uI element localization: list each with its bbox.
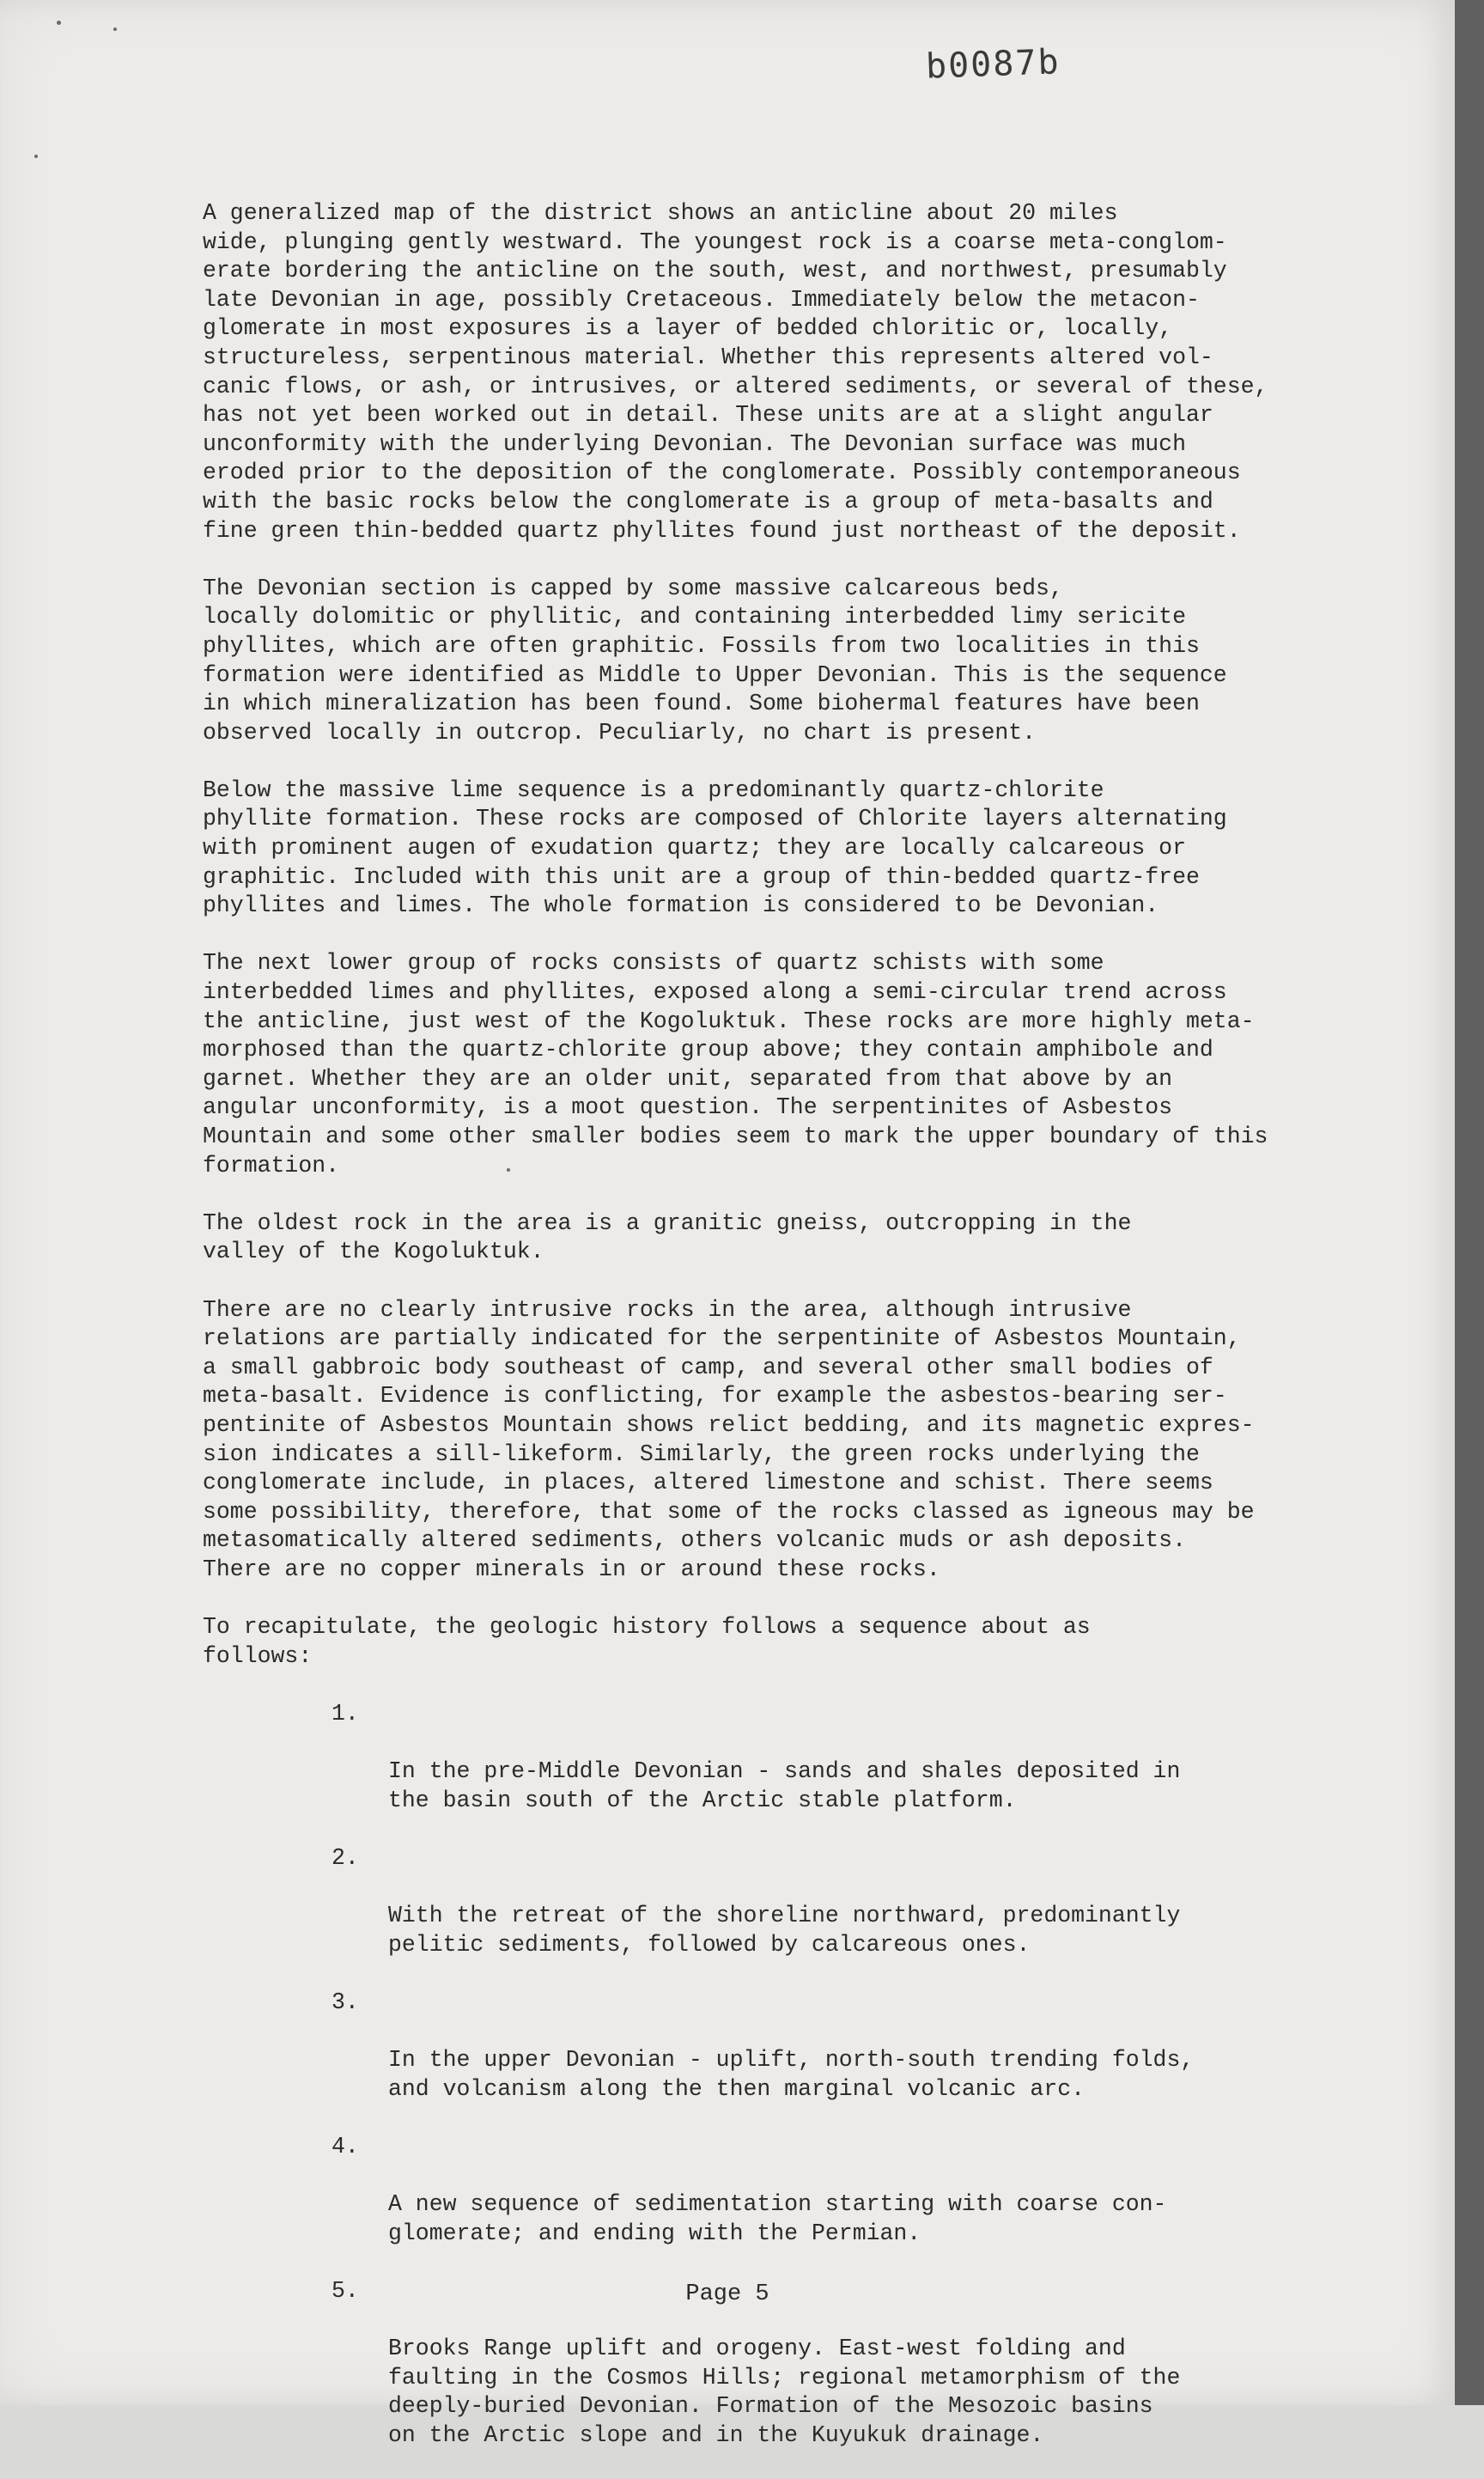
paragraph-granitic-gneiss: The oldest rock in the area is a granitic gneiss, outcropping in the valley of the Kogoluktuk. <box>203 1209 1132 1265</box>
list-item-number: 4. <box>331 2133 359 2159</box>
list-item <box>203 1700 1329 1815</box>
list-item-text: In the upper Devonian - uplift, north-south trending folds, and volcanism along the then marginal volcanic arc. <box>388 2047 1195 2102</box>
scanner-edge <box>1455 0 1484 2405</box>
paragraph-intrusive-rocks: There are no clearly intrusive rocks in the area, although intrusive relations are partially indicated for the serpentinite of Asbestos Mountain, a small gabbroic body southeast of camp, and several other small bodies of meta-basalt. Evidence is conflicting, for example the asbestos-bearing ser- pentinite of Asbestos Mountain shows relict bedding, and its magnetic expres- sion indicates a sill-likeform. Similarly, the green rocks underlying the conglomerate include, in places, altered limestone and schist. There seems some possibility, therefore, that some of the rocks classed as igneous may be metasomatically altered sediments, others volcanic muds or ash deposits. There are no copper minerals in or around these rocks. <box>203 1296 1255 1582</box>
paper-speck <box>57 21 61 25</box>
document-number-stamp: b0087b <box>925 42 1061 87</box>
paragraph-recapitulate: To recapitulate, the geologic history follows a sequence about as follows: <box>203 1614 1091 1669</box>
list-item <box>203 2133 1329 2248</box>
list-item-text: A new sequence of sedimentation starting with coarse con- glomerate; and ending with the Permian. <box>388 2190 1167 2246</box>
document-body <box>203 199 1329 2479</box>
list-item-number: 1. <box>331 1700 359 1727</box>
geologic-history-list <box>203 1700 1329 2450</box>
list-item <box>203 1989 1329 2104</box>
paragraph-anticline: A generalized map of the district shows an anticline about 20 miles wide, plunging gently westward. The youngest rock is a coarse meta-conglom- erate bordering the anticline on the south, west, and northwest, presumably late Devonian in age, possibly Cretaceous. Immediately below the metacon- glomerate in most exposures is a layer of bedded chloritic or, locally, structureless, serpentinous material. Whether this represents altered vol- canic flows, or ash, or intrusives, or altered sediments, or several of these, has not yet been worked out in detail. These units are at a slight angular unconformity with the underlying Devonian. The Devonian surface was much eroded prior to the deposition of the conglomerate. Possibly contemporaneous with the basic rocks below the conglomerate is a group of meta-basalts and fine green thin-bedded quartz phyllites found just northeast of the deposit. <box>203 200 1268 544</box>
paragraph-quartz-chlorite: Below the massive lime sequence is a predominantly quartz-chlorite phyllite formation. These rocks are composed of Chlorite layers alternating with prominent augen of exudation quartz; they are locally calcareous or graphitic. Included with this unit are a group of thin-bedded quartz-free phyllites and limes. The whole formation is considered to be Devonian. <box>203 777 1227 919</box>
page-number: Page 5 <box>685 2281 769 2307</box>
paragraph-quartz-schists: The next lower group of rocks consists of quartz schists with some interbedded limes and phyllites, exposed along a semi-circular trend across the anticline, just west of the Kogoluktuk. These rocks are more highly meta- morphosed than the quartz-chlorite group above; they contain amphibole and garnet. Whether they are an older unit, separated from that above by an angular unconformity, is a moot question. The serpentinites of Asbestos Mountain and some other smaller bodies seem to mark the upper boundary of this formation. <box>203 950 1268 1179</box>
list-item-text: In the pre-Middle Devonian - sands and shales deposited in the basin south of the Arctic stable platform. <box>388 1758 1181 1813</box>
paper-speck <box>34 155 38 158</box>
list-item <box>203 1844 1329 1959</box>
paragraph-devonian-section: The Devonian section is capped by some massive calcareous beds, locally dolomitic or phyllitic, and containing interbedded limy sericite phyllites, which are often graphitic. Fossils from two localities in this formation were identified as Middle to Upper Devonian. This is the sequence in which mineralization has been found. Some biohermal features have been observed locally in outcrop. Peculiarly, no chart is present. <box>203 575 1227 746</box>
list-item-number: 5. <box>331 2277 359 2304</box>
list-item-number: 2. <box>331 1844 359 1871</box>
list-item-text: With the retreat of the shoreline northward, predominantly pelitic sediments, followed by calcareous ones. <box>388 1903 1181 1958</box>
list-item-text: Brooks Range uplift and orogeny. East-west folding and faulting in the Cosmos Hills; regional metamorphism of the deeply-buried Devonian. Formation of the Mesozoic basins on the Arctic slope and in the Kuyukuk drainage. <box>388 2335 1181 2448</box>
list-item-number: 3. <box>331 1989 359 2015</box>
paper-speck <box>113 27 117 31</box>
